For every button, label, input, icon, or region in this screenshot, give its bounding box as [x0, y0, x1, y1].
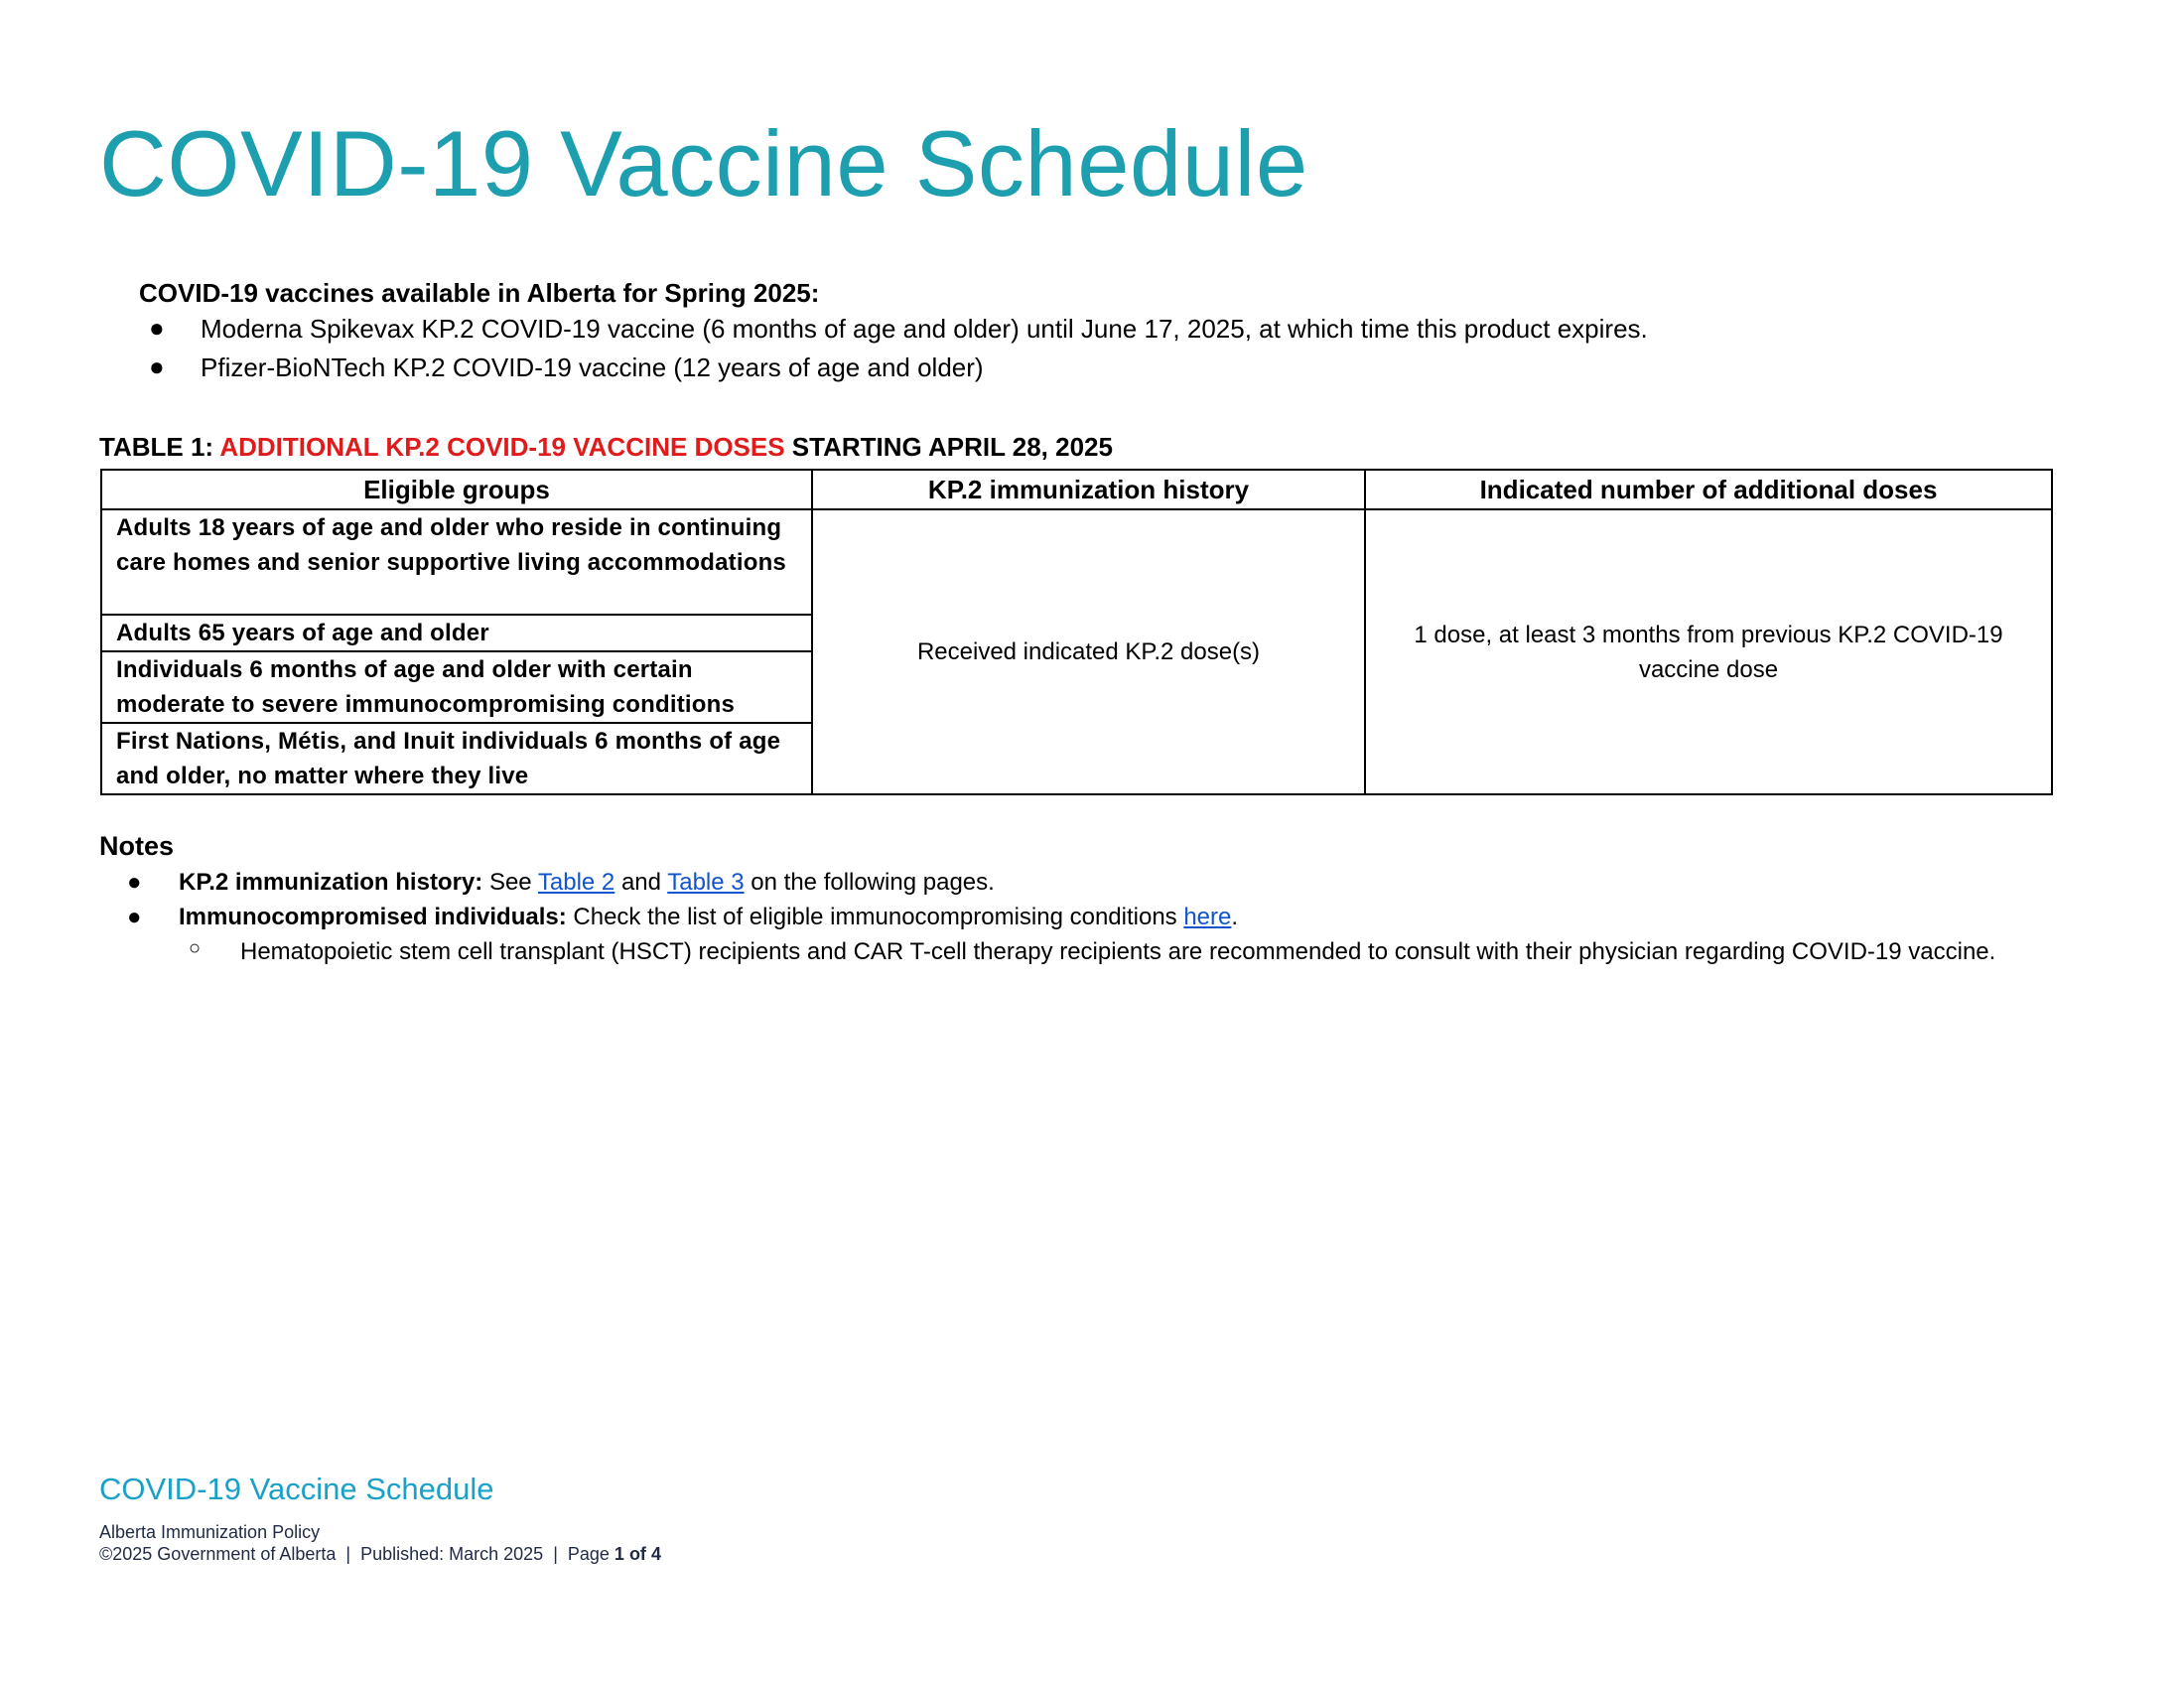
conditions-here-link[interactable]: here	[1183, 904, 1232, 930]
notes-heading: Notes	[99, 831, 175, 861]
list-item	[127, 869, 1995, 904]
footer-org: Alberta Immunization Policy	[99, 1522, 321, 1542]
note-label: Immunocompromised individuals:	[179, 904, 567, 930]
note-text: and	[614, 869, 668, 896]
circle-bullet-icon: ○	[189, 937, 202, 959]
table-caption-highlight: ADDITIONAL KP.2 COVID-19 VACCINE DOSES	[219, 432, 785, 462]
list-item	[127, 938, 1995, 973]
list-item	[127, 904, 1995, 938]
additional-doses-cell: 1 dose, at least 3 months from previous KP.2 COVID-19 vaccine dose	[1365, 509, 2052, 794]
eligible-group-cell: Adults 18 years of age and older who reside in continuing care homes and senior supportive living accommodations	[101, 509, 812, 615]
table-caption-prefix: TABLE 1:	[99, 432, 220, 462]
subnote-text: Hematopoietic stem cell transplant (HSCT) recipients and CAR T-cell therapy recipients are recommended to consult with their physician regarding COVID-19 vaccine.	[240, 938, 1996, 965]
column-header-eligible-groups: Eligible groups	[101, 470, 812, 509]
note-text: on the following pages.	[744, 869, 995, 896]
column-header-additional-doses: Indicated number of additional doses	[1365, 470, 2052, 509]
note-text: .	[1231, 904, 1239, 930]
table-3-link[interactable]: Table 3	[667, 869, 745, 896]
note-text: Check the list of eligible immunocompromising conditions	[566, 904, 1184, 930]
table-caption	[99, 432, 1113, 463]
column-header-immunization-history: KP.2 immunization history	[812, 470, 1365, 509]
page-separator: of	[623, 1544, 651, 1564]
availability-heading: COVID-19 vaccines available in Alberta for Spring 2025:	[139, 278, 820, 308]
table-row	[101, 509, 2052, 615]
table-header-row	[101, 470, 2052, 509]
bullet-icon: ●	[149, 313, 165, 343]
list-item	[149, 314, 1648, 352]
footer-title: COVID-19 Vaccine Schedule	[99, 1472, 494, 1506]
availability-item-text: Moderna Spikevax KP.2 COVID-19 vaccine (6 months of age and older) until June 17, 2025, at which time this product expires.	[201, 314, 1648, 344]
bullet-icon: ●	[127, 869, 142, 896]
availability-item-text: Pfizer-BioNTech KP.2 COVID-19 vaccine (12 years of age and older)	[201, 352, 984, 382]
immunization-history-cell: Received indicated KP.2 dose(s)	[812, 509, 1365, 794]
bullet-icon: ●	[149, 352, 165, 381]
note-text: See	[482, 869, 538, 896]
notes-list	[127, 869, 1995, 973]
note-label: KP.2 immunization history:	[179, 869, 483, 896]
table-2-link[interactable]: Table 2	[537, 869, 615, 896]
availability-list	[149, 314, 1648, 391]
eligible-group-cell: Individuals 6 months of age and older with certain moderate to severe immunocompromising conditions	[101, 651, 812, 723]
eligible-group-cell: Adults 65 years of age and older	[101, 615, 812, 651]
list-item	[149, 352, 1648, 391]
bullet-icon: ●	[127, 904, 142, 930]
page-total: 4	[650, 1544, 661, 1564]
footer-meta-text: ©2025 Government of Alberta | Published: March 2025 | Page	[99, 1544, 614, 1564]
doses-table	[100, 469, 2053, 795]
table-caption-suffix: STARTING APRIL 28, 2025	[784, 432, 1113, 462]
page-title: COVID-19 Vaccine Schedule	[99, 111, 1308, 215]
footer-meta	[99, 1544, 661, 1565]
eligible-group-cell: First Nations, Métis, and Inuit individuals 6 months of age and older, no matter where they live	[101, 723, 812, 794]
page-current: 1	[614, 1544, 624, 1564]
